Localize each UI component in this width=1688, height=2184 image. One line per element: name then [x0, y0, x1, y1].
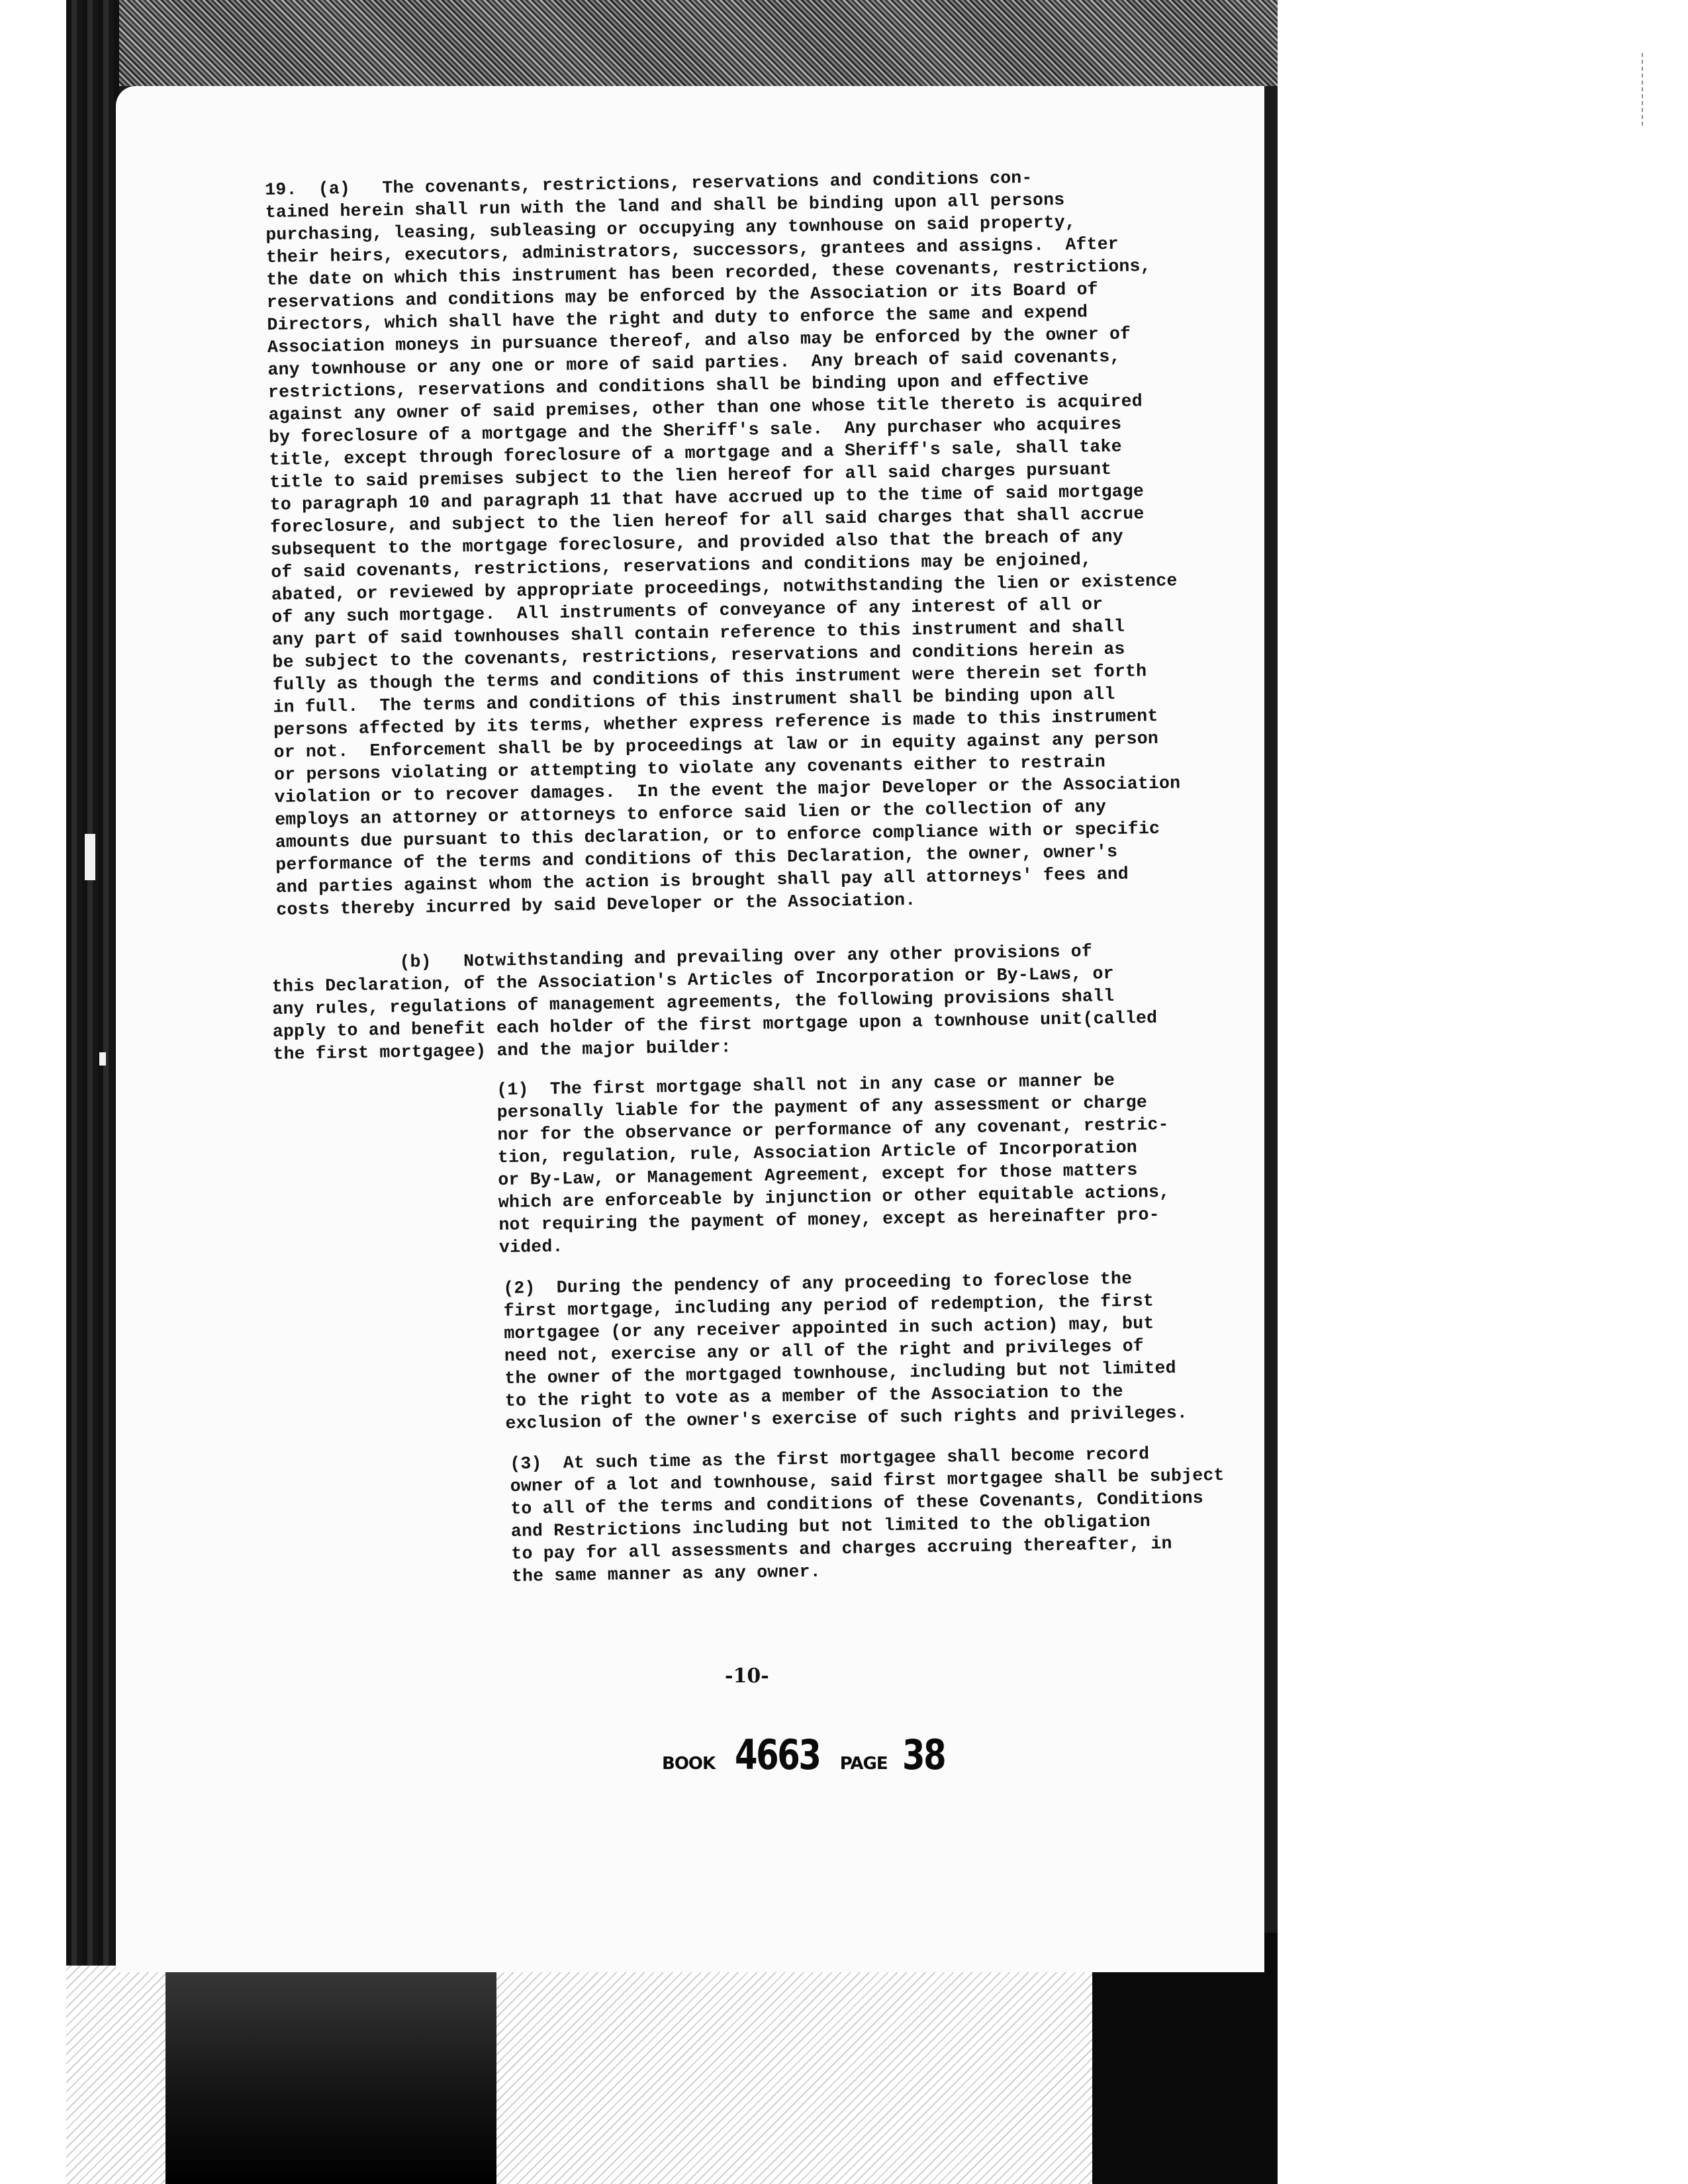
book-number: 4663 — [735, 1731, 820, 1779]
provision-item-1: (1) The first mortgage shall not in any case or manner be personally liable for the payment of any assessment or charge nor for the observance or performance of any covenant, restric- tion, regulation, rule, Association Article of Incorporation or By-Law, or Management Agreement, except for those matters which are enforceable by injunction or other equitable actions, not requiring the payment of money, except as hereinafter pro- vided. — [496, 1070, 1170, 1257]
provision-item-3: (3) At such time as the first mortgagee shall become record owner of a lot and townhouse, said first mortgagee shall be subject to all of the terms and conditions of these Covenants, Conditions and Restrictions including but not limited to the obligation to pay for all assessments and charges accruing thereafter, in the same manner as any owner. — [510, 1443, 1225, 1586]
page-label: PAGE — [839, 1754, 888, 1774]
provision-item-2: (2) During the pendency of any proceeding to foreclose the first mortgage, including any period of redemption, the first mortgagee (or any receiver appointed in such action) may, but need not, exercise any or all of the right and privileges of the owner of the mortgaged townhouse, including but not limited to the right to vote as a member of the Association to the exclusion of the owner's exercise of such rights and privileges. — [503, 1269, 1188, 1433]
margin-ticks — [1642, 53, 1647, 126]
scan-top-edge — [66, 0, 1278, 86]
paragraph-19a: 19. (a) The covenants, restrictions, reservations and conditions con- tained herein shall run with the land and shall be binding upon all persons purchasing, leasing, subleasing or occupying any townhouse on said property, their heirs, executors, administrators, successors, grantees and assigns. After the date on which this instrument has been recorded, these covenants, restrictions, reservations and conditions may be enforced by the Association or its Board of Directors, which shall have the right and duty to enforce the same and expend Association moneys in pursuance thereof, and also may be enforced by the owner of any townhouse or any one or more of said parties. Any breach of said covenants, restrictions, reservations and conditions shall be binding upon and effective against any owner of said premises, other than one whose title thereto is acquired by foreclosure of a mortgage and the Sheriff's sale. Any purchaser who acquires title, except through foreclosure of a mortgage and a Sheriff's sale, shall take title to said premises subject to the lien hereof for all said charges pursuant to paragraph 10 and paragraph 11 that have accrued up to the time of said mortgage foreclosure, and subject to the lien hereof for all said charges that shall accrue subsequent to the mortgage foreclosure, and provided also that the breach of any of said covenants, restrictions, reservations and conditions may be enjoined, abated, or reviewed by appropriate proceedings, notwithstanding the lien or existence of any such mortgage. All instruments of conveyance of any interest of all or any part of said townhouses shall contain reference to this instrument and shall be subject to the covenants, restrictions, reservations and conditions herein as fully as though the terms and conditions of this instrument were therein set forth in full. The terms and conditions of this instrument shall be binding upon all persons affected by its terms, whether express reference is made to this instrument or not. Enforcement shall be by proceedings at law or in equity against any person or persons violating or attempting to violate any covenants either to restrain violation or to recover damages. In the event the major Developer or the Association employs an attorney or attorneys to enforce said lien or the collection of any amounts due pursuant to this declaration, or to enforce compliance with or specific performance of the terms and conditions of this Declaration, the owner, owner's and parties against whom the action is brought shall pay all attorneys' fees and costs thereby incurred by said Developer or the Association. — [265, 167, 1181, 920]
margin-mark — [85, 834, 95, 880]
page-reference: 38 — [902, 1731, 945, 1779]
book-page-stamp — [662, 1731, 950, 1779]
page-number: -10- — [725, 1664, 769, 1688]
paragraph-19b: (b) Notwithstanding and prevailing over any other provisions of this Declaration, of the Association's Articles of Incorporation or By-Laws, or any rules, regulations of management agreements, the following provisions shall apply to and benefit each holder of the first mortgage upon a townhouse unit(called the first mortgagee) and the major builder: — [271, 941, 1158, 1064]
scan-shadow-left — [165, 1959, 496, 2184]
margin-mark — [99, 1052, 106, 1066]
book-label: BOOK — [662, 1754, 716, 1774]
scan-left-edge — [66, 0, 119, 2184]
